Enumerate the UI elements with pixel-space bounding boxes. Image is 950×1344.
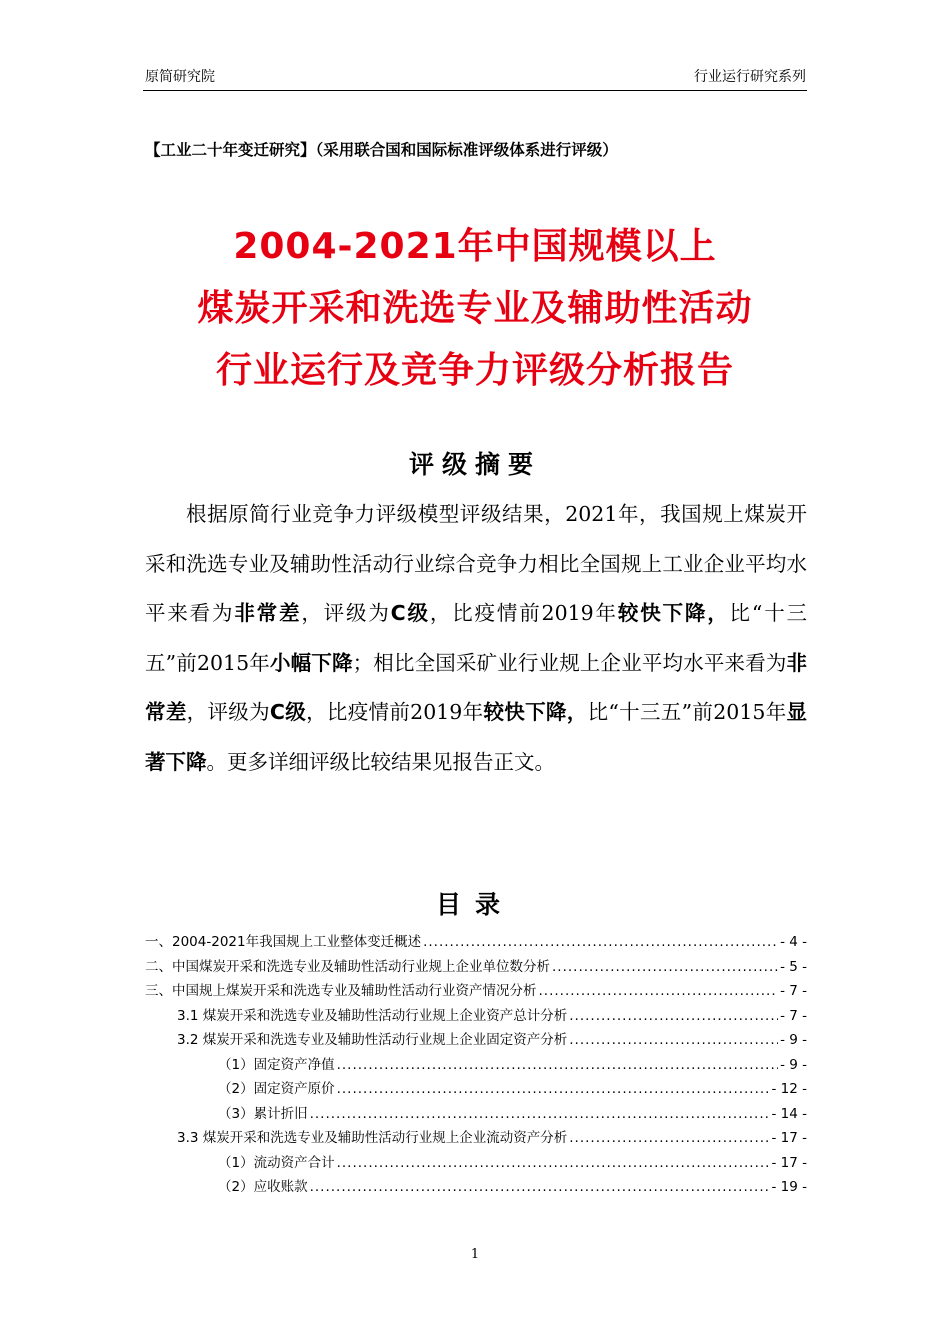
toc-leader-dots [569,1008,778,1024]
abstract-text: 根据原简行业竞争力评级模型评级结果，2021年，我国规上煤炭开采和洗选专业及辅助性活动行业综合竞争力相比全国规上工业企业平均水平来看为 [145,502,807,625]
abstract-bold: 非常差 [234,601,302,625]
abstract-heading: 评级摘要 [408,450,541,479]
toc-entry[interactable] [145,1102,807,1127]
abstract-text: 比“十三五”前2015年 [145,601,808,675]
table-of-contents [145,930,807,1200]
abstract-bold: 较快下降， [483,700,588,724]
toc-entry[interactable] [145,1077,807,1102]
toc-entry-page: - 17 - [771,1130,807,1146]
toc-leader-dots [337,1057,778,1073]
toc-entry-page: - 14 - [771,1105,807,1122]
toc-entry-title: （2）固定资产原价 [218,1081,335,1097]
toc-entry-title: 一、2004-2021年我国规上工业整体变迁概述 [145,934,422,950]
toc-leader-dots [337,1081,770,1097]
toc-heading: 目录 [435,890,514,919]
abstract-bold: 显著下降 [145,700,808,774]
toc-entry-title: （1）流动资产合计 [218,1154,335,1171]
abstract-text: ，评级为 [186,700,270,724]
toc-entry-title: （3）累计折旧 [218,1105,308,1122]
toc-entry-page: - 19 - [771,1179,807,1195]
toc-entry[interactable] [145,1175,807,1200]
toc-entry-title: （2）应收账款 [218,1179,308,1195]
toc-entry[interactable] [145,979,807,1004]
toc-entry[interactable] [145,930,807,955]
toc-entry-page: - 7 - [780,983,807,999]
toc-entry-page: - 4 - [780,934,807,950]
abstract-text: ，比疫情前2019年 [429,601,618,625]
toc-entry-title: 3.3 煤炭开采和洗选专业及辅助性活动行业规上企业流动资产分析 [177,1130,568,1146]
toc-leader-dots [569,1032,778,1048]
toc-entry-page: - 9 - [780,1056,807,1073]
series-line: 【工业二十年变迁研究】（采用联合国和国际标准评级体系进行评级） [145,141,618,159]
toc-entry-page: - 17 - [771,1154,807,1171]
abstract-text: 比“十三五”前2015年 [587,700,787,724]
abstract-bold: C级 [269,700,307,724]
abstract-bold: 非常差 [145,650,808,724]
toc-entry-page: - 7 - [780,1007,807,1024]
toc-leader-dots [552,959,778,975]
toc-leader-dots [423,934,778,950]
report-title-line-2: 煤炭开采和洗选专业及辅助性活动 [197,288,753,329]
toc-leader-dots [310,1106,770,1122]
abstract-paragraph [145,490,807,787]
toc-entry[interactable] [145,1053,807,1078]
toc-leader-dots [337,1155,770,1171]
toc-entry[interactable] [145,955,807,980]
toc-leader-dots [310,1179,770,1195]
abstract-bold: C级 [390,601,430,625]
toc-entry[interactable] [145,1126,807,1151]
abstract-text: 。更多详细评级比较结果见报告正文。 [206,749,555,774]
abstract-bold: 较快下降， [617,601,730,625]
toc-entry-title: 3.2 煤炭开采和洗选专业及辅助性活动行业规上企业固定资产分析 [177,1032,568,1048]
report-title-line-3: 行业运行及竞争力评级分析报告 [215,350,734,391]
page-number: 1 [470,1247,480,1262]
header-series-name: 行业运行研究系列 [694,69,806,85]
abstract-text: ，评级为 [301,601,391,625]
toc-leader-dots [569,1130,769,1146]
toc-entry-title: （1）固定资产净值 [218,1056,335,1073]
header-org-name: 原简研究院 [145,69,215,85]
toc-entry[interactable] [145,1028,807,1053]
report-title-line-1: 2004-2021年中国规模以上 [233,226,717,267]
header-divider [143,90,807,91]
abstract-text: ；相比全国采矿业行业规上企业平均水平来看为 [352,650,787,675]
toc-leader-dots [539,983,779,999]
toc-entry-title: 三、中国规上煤炭开采和洗选专业及辅助性活动行业资产情况分析 [145,983,537,999]
toc-entry-title: 3.1 煤炭开采和洗选专业及辅助性活动行业规上企业资产总计分析 [177,1007,568,1024]
toc-entry-page: - 12 - [771,1081,807,1097]
toc-entry-page: - 5 - [780,958,807,975]
toc-entry[interactable] [145,1151,807,1176]
toc-entry-title: 二、中国煤炭开采和洗选专业及辅助性活动行业规上企业单位数分析 [145,958,550,975]
toc-entry-page: - 9 - [780,1032,807,1048]
abstract-text: ，比疫情前2019年 [306,700,484,724]
toc-entry[interactable] [145,1004,807,1029]
abstract-bold: 小幅下降 [269,650,353,675]
